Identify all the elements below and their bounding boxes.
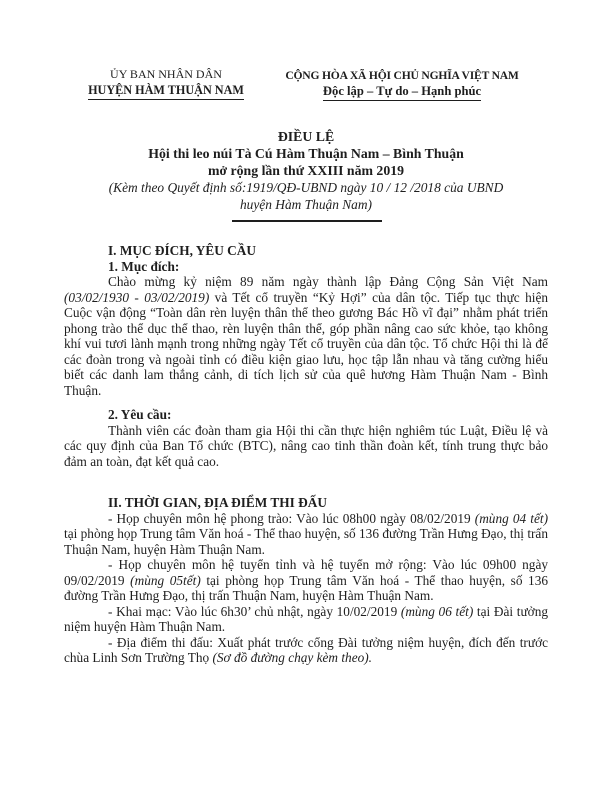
schedule-item-khai-mac (64, 604, 548, 635)
national-motto (274, 84, 530, 102)
schedule-item-text: - Họp chuyên môn hệ tuyển tỉnh và hệ tuyển mở rộng: Vào lúc 09h00 ngày 09/02/2019 (64, 557, 548, 588)
document-body (64, 243, 548, 666)
schedule-item-phong-trao (64, 511, 548, 558)
national-header-line: CỘNG HÒA XÃ HỘI CHỦ NGHĨA VIỆT NAM (285, 69, 519, 82)
national-motto-text: Độc lập – Tự do – Hạnh phúc (323, 84, 481, 102)
schedule-item-text: tại phòng họp Trung tâm Văn hoá - Thể thao huyện, số 136 đường Trần Hưng Đạo, thị trấn Thuận Nam, huyện Hàm Thuận Nam. (64, 526, 548, 557)
issuing-authority-name-text: HUYỆN HÀM THUẬN NAM (88, 83, 244, 101)
title-divider-line (232, 220, 382, 222)
national-header-block (274, 68, 530, 101)
schedule-item-text: tại phòng họp Trung tâm Văn hoá - Thể thao huyện, số 136 đường Trần Hưng Đạo, thị trấn Thuận Nam, huyện Hàm Thuận Nam. (64, 572, 548, 603)
schedule-item-text: tại Đài tưởng niệm huyện Hàm Thuận Nam. (64, 603, 548, 634)
schedule-item-dia-diem (64, 635, 548, 666)
issuing-authority-block (54, 67, 278, 100)
requirement-heading: 2. Yêu cầu: (108, 407, 172, 422)
schedule-item-text: - Họp chuyên môn hệ phong trào: Vào lúc 08h00 ngày 08/02/2019 (108, 510, 475, 526)
section-2-heading: II. THỜI GIAN, ĐỊA ĐIỂM THI ĐẤU (108, 495, 327, 510)
issuing-authority-name (54, 83, 278, 101)
purpose-heading: 1. Mục đích: (108, 258, 180, 274)
purpose-date-range-italic: (03/02/1930 - 03/02/2019) (64, 289, 210, 305)
event-name-line1: Hội thi leo núi Tà Cú Hàm Thuận Nam – Bình Thuận (148, 146, 464, 161)
schedule-item-map-note-italic: (Sơ đồ đường chạy kèm theo). (212, 650, 373, 665)
purpose-run-2: và Tết cổ truyền “Kỷ Hợi” của dân tộc. Tiếp tục thực hiện Cuộc vận động “Toàn dân rèn luyện thân thể theo gương Bác Hồ vĩ đại” nhằm phát triển phong trào thể dục thể thao, rèn luyện thân thể, góp phần nâng cao sức khỏe, tạo không khí vui tươi lành mạnh trong những ngày Tết cổ truyền của dân tộc. Tổ chức Hội thi là để các đoàn trong và ngoài tỉnh có điều kiện giao lưu, học tập lẫn nhau và tăng cường hiểu biết các danh lam thắng cảnh, di tích lịch sử của quê hương Hàm Thuận Nam - Bình Thuận. (64, 289, 548, 398)
attachment-note-line2: huyện Hàm Thuận Nam) (239, 197, 373, 212)
purpose-paragraph (64, 274, 548, 398)
event-name-line2: mở rộng lần thứ XXIII năm 2019 (207, 163, 405, 178)
document-title-block (64, 128, 548, 213)
issuing-authority-parent: ỦY BAN NHÂN DÂN (110, 67, 222, 81)
requirement-paragraph: Thành viên các đoàn tham gia Hội thi cần thực hiện nghiêm túc Luật, Điều lệ và các quy định của Ban Tổ chức (BTC), nâng cao tinh thần đoàn kết, tính trung thực bảo đảm an toàn, đạt kết quả cao. (64, 422, 548, 469)
section-1-heading: I. MỤC ĐÍCH, YÊU CẦU (108, 243, 256, 258)
schedule-item-text: - Khai mạc: Vào lúc 6h30’ chủ nhật, ngày 10/02/2019 (108, 603, 401, 619)
schedule-item-lunar-date-italic: (mùng 04 tết) (474, 510, 548, 526)
schedule-item-lunar-date-italic: (mùng 05tết) (130, 572, 201, 588)
purpose-run-1: Chào mừng kỷ niệm 89 năm ngày thành lập Đảng Cộng Sản Việt Nam (108, 274, 548, 289)
schedule-item-text: - Địa điểm thi đấu: Xuất phát trước cổng Đài tưởng niệm huyện, đích đến trước chùa Linh Sơn Trường Thọ (64, 634, 548, 665)
schedule-item-lunar-date-italic: (mùng 06 tết) (400, 603, 474, 619)
attachment-note-line1: (Kèm theo Quyết định số:1919/QĐ-UBND ngày 10 / 12 /2018 của UBND (108, 180, 504, 195)
document-title: ĐIỀU LỆ (277, 129, 335, 144)
schedule-item-tuyen-tinh (64, 557, 548, 604)
